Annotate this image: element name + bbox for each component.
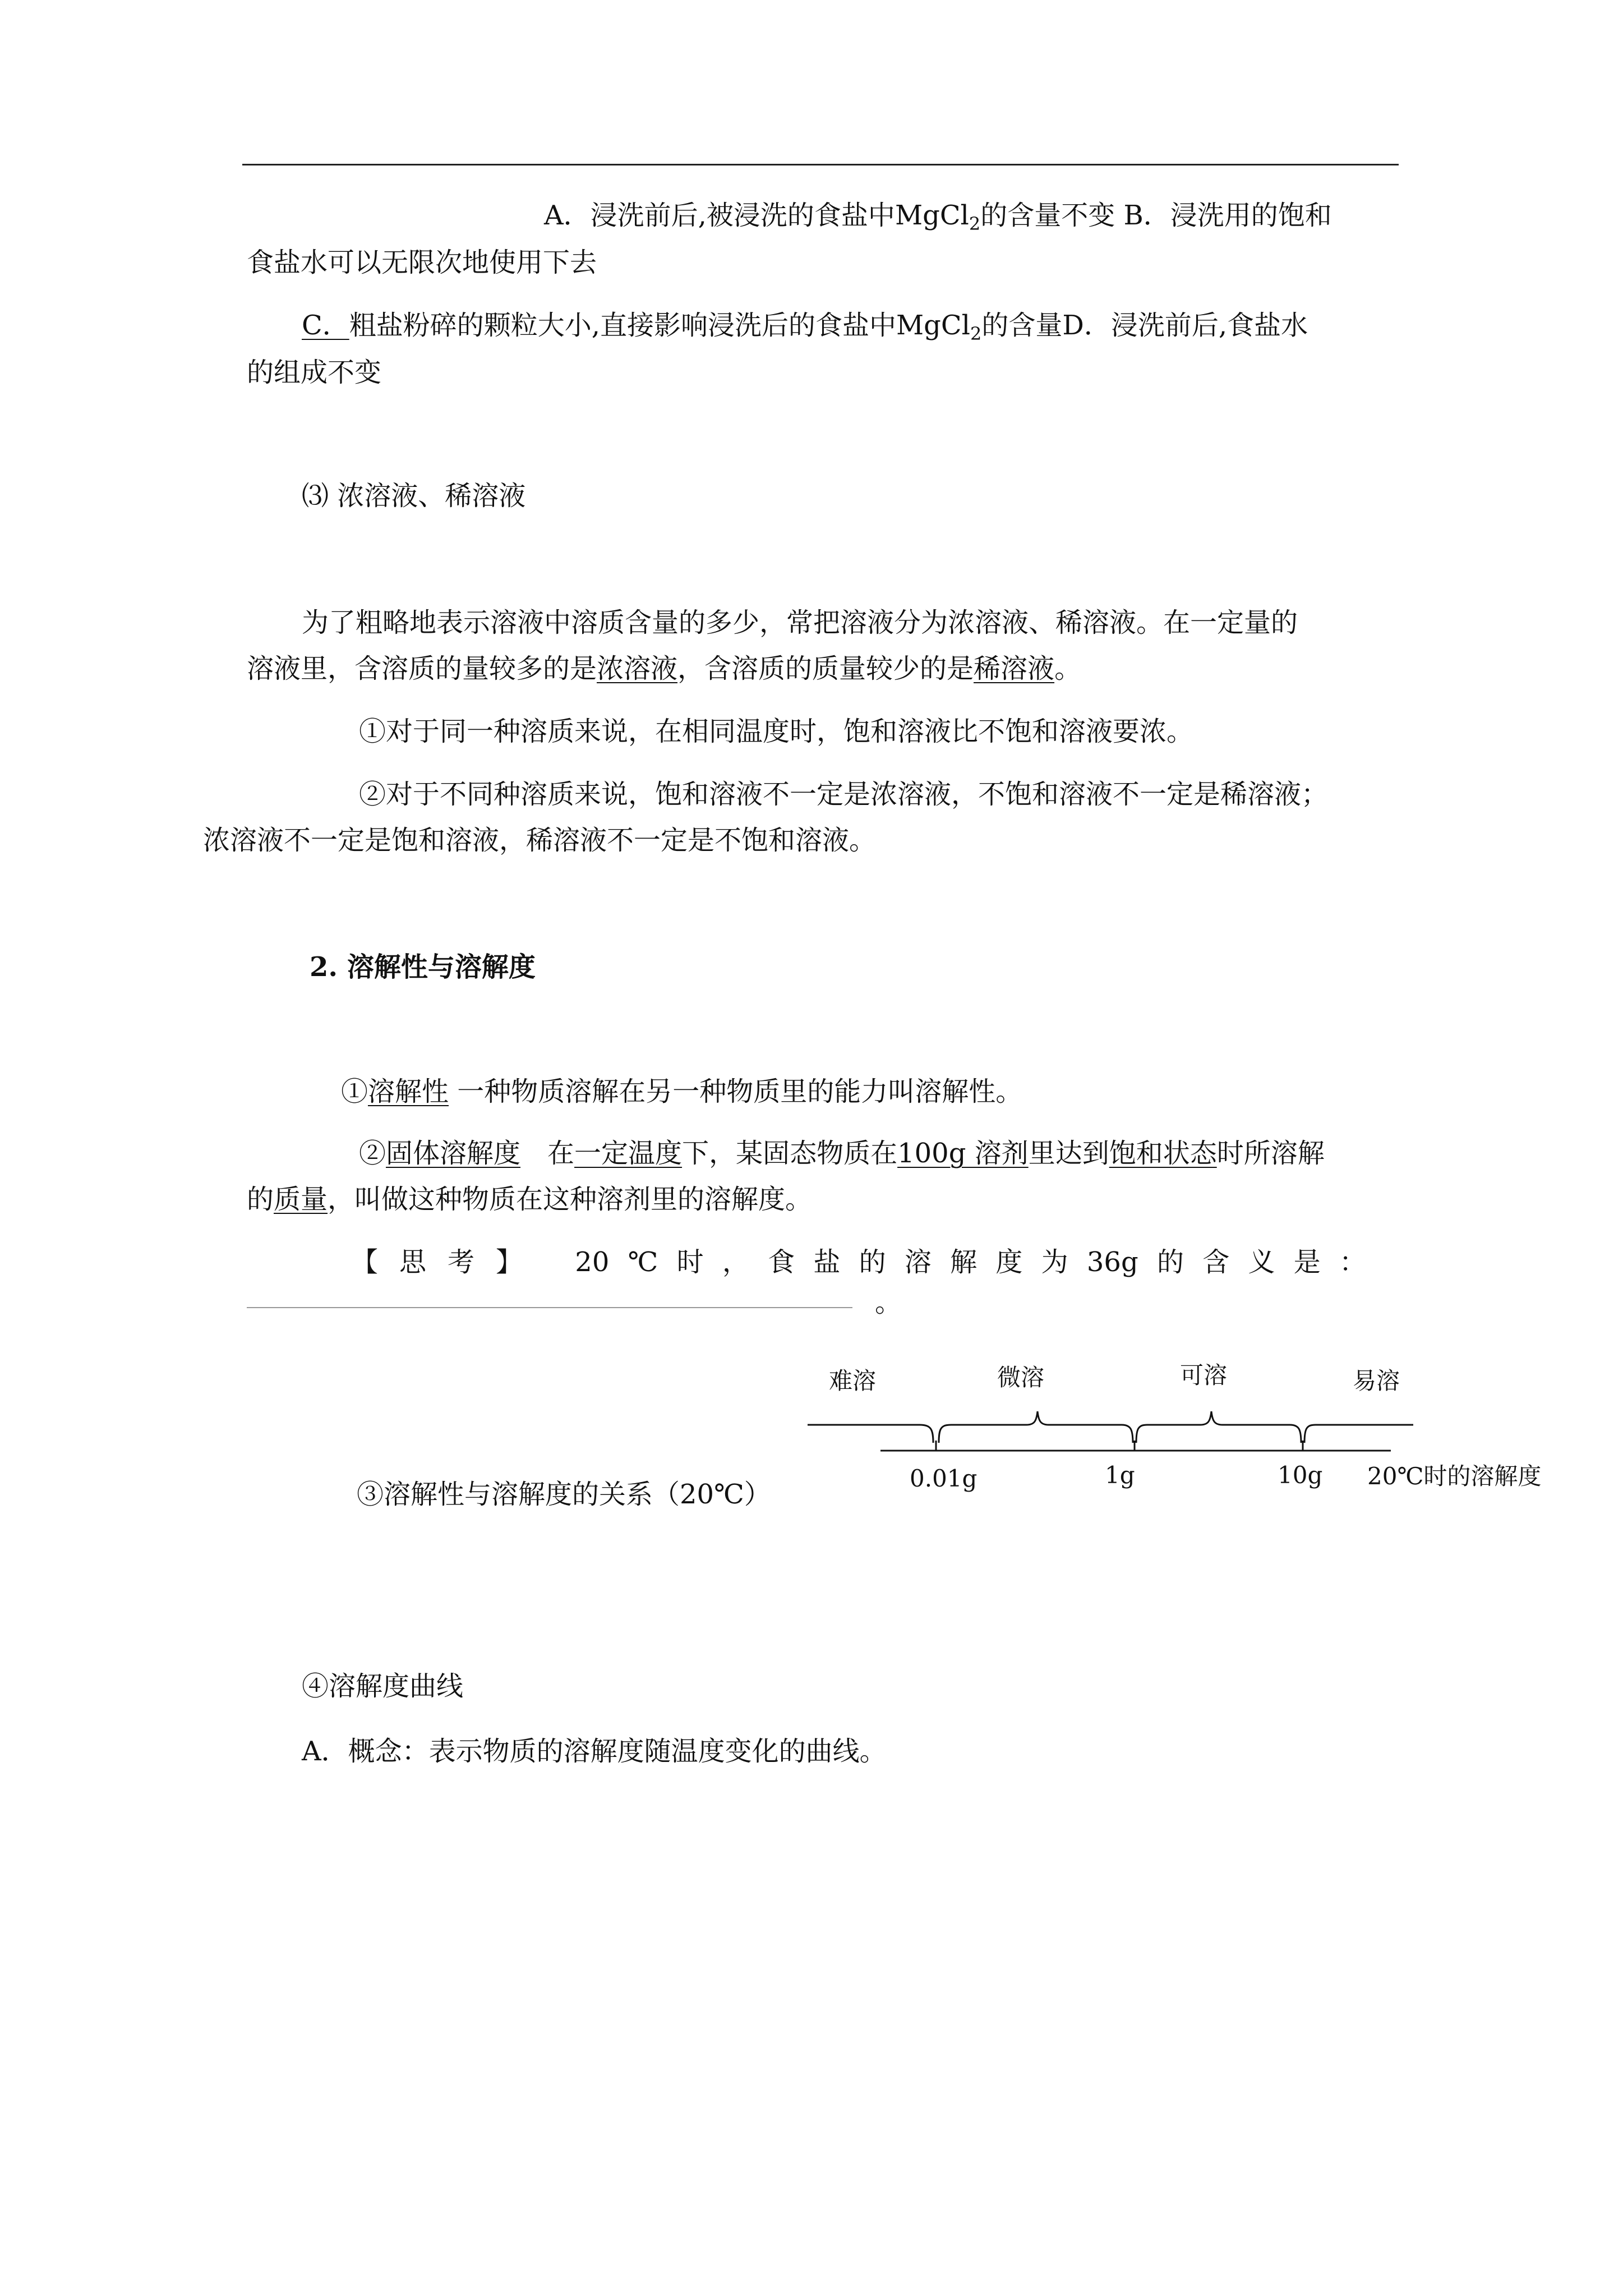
term-solvent: 100g 溶剂 <box>897 1138 1029 1169</box>
think-line <box>351 1244 1366 1280</box>
note-2-line2: 浓溶液不一定是饱和溶液，稀溶液不一定是不饱和溶液。 <box>203 825 877 856</box>
option-a-tail: 的含量不变 <box>980 200 1115 231</box>
section-3-title: ⑶ 浓溶液、稀溶液 <box>302 480 526 512</box>
para1-line1: 为了粗略地表示溶液中溶质含量的多少，常把溶液分为浓溶液、稀溶液。在一定量的 <box>302 607 1298 638</box>
tick-label-1g: 1g <box>1105 1461 1135 1489</box>
think-end: 。 <box>875 1287 902 1318</box>
mgcl-formula: MgCl <box>896 310 970 341</box>
text: 一种物质溶解在另一种物质里的能力叫溶解性。 <box>449 1076 1023 1107</box>
category-insoluble: 难溶 <box>829 1367 877 1395</box>
scale-braces-and-axis <box>808 1391 1436 1458</box>
option-c-d-line <box>302 307 1308 352</box>
term-solubility: 溶解性 <box>368 1076 449 1107</box>
text: 溶液里，含溶质的量较多的是 <box>247 653 597 684</box>
section-2-title: 2. 溶解性与溶解度 <box>310 951 536 983</box>
term-concentrated: 浓溶液 <box>597 653 678 684</box>
text: 。 <box>1054 653 1082 684</box>
solid-solubility-line2 <box>247 1181 812 1217</box>
option-a-text: A．浸洗前后,被浸洗的食盐中 <box>544 200 895 231</box>
option-d-text: D．浸洗前后,食盐水 <box>1062 310 1308 341</box>
solubility-definition <box>341 1074 1022 1110</box>
item-4: ④溶解度曲线 <box>302 1671 464 1702</box>
solid-solubility-line1 <box>359 1135 1325 1171</box>
category-easily-soluble: 易溶 <box>1353 1367 1400 1395</box>
think-label: 【思考】 <box>351 1246 545 1278</box>
brace-right <box>1304 1425 1413 1443</box>
axis-label: 20℃时的溶解度 <box>1367 1462 1542 1490</box>
term-mass: 质量 <box>274 1184 328 1215</box>
option-c-tail: 的含量 <box>981 310 1063 341</box>
header-rule <box>242 164 1399 165</box>
para1-line2 <box>247 651 1081 687</box>
text: ，含溶质的质量较少的是 <box>677 653 974 684</box>
answer-blank[interactable] <box>247 1307 852 1308</box>
term-saturated: 饱和状态 <box>1109 1138 1217 1169</box>
tick-label-0.01g: 0.01g <box>910 1465 978 1492</box>
option-b-continued: 食盐水可以无限次地使用下去 <box>247 247 597 278</box>
option-c-label: C． <box>302 310 349 341</box>
think-question: 20 ℃ 时 ， 食 盐 的 溶 解 度 为 36g 的 含 义 是 ： <box>575 1246 1366 1278</box>
item-3: ③溶解性与溶解度的关系（20℃） <box>357 1479 771 1510</box>
subscript: 2 <box>970 323 982 344</box>
text: 下，某固态物质在 <box>682 1138 898 1169</box>
category-slightly-soluble: 微溶 <box>997 1364 1045 1391</box>
text: 里达到 <box>1028 1138 1109 1169</box>
term-temperature: 一定温度 <box>574 1138 683 1169</box>
option-b-text: B．浸洗用的饱和 <box>1123 200 1332 231</box>
term-dilute: 稀溶液 <box>974 653 1055 684</box>
text: 时所溶解 <box>1216 1138 1325 1169</box>
option-d-continued: 的组成不变 <box>247 357 382 388</box>
term-solid-solubility: 固体溶解度 <box>386 1138 521 1169</box>
category-soluble: 可溶 <box>1180 1361 1228 1389</box>
text: 在 <box>520 1138 575 1169</box>
text: ① <box>341 1076 368 1107</box>
brace-slightly-soluble <box>939 1411 1133 1443</box>
text: 的 <box>247 1184 274 1215</box>
note-2-line1: ②对于不同种溶质来说，饱和溶液不一定是浓溶液，不饱和溶液不一定是稀溶液； <box>359 779 1329 810</box>
option-c-text: 粗盐粉碎的颗粒大小,直接影响浸洗后的食盐中 <box>349 310 896 341</box>
tick-label-10g: 10g <box>1278 1461 1323 1489</box>
item-4-a: A．概念：表示物质的溶解度随温度变化的曲线。 <box>302 1736 887 1767</box>
note-1: ①对于同一种溶质来说，在相同温度时，饱和溶液比不饱和溶液要浓。 <box>359 716 1194 747</box>
brace-soluble <box>1136 1411 1301 1443</box>
option-a-b-line <box>544 197 1332 242</box>
subscript: 2 <box>969 213 981 234</box>
mgcl-formula: MgCl <box>895 200 969 231</box>
brace-left <box>808 1425 933 1443</box>
text: ② <box>359 1138 386 1169</box>
text: ，叫做这种物质在这种溶剂里的溶解度。 <box>328 1184 813 1215</box>
